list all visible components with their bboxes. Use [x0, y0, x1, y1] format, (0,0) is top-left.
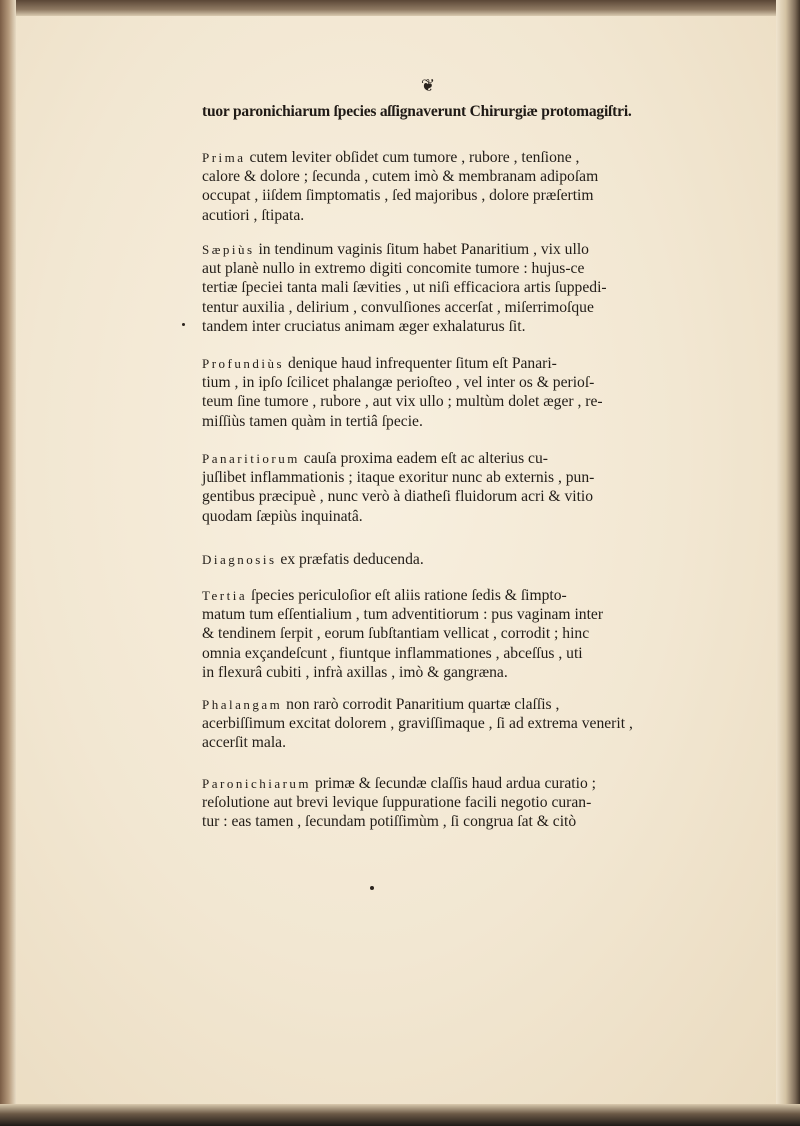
- paragraph-line: occupat , iiſdem ſimptomatis , ſed majoribus , dolore præſertim: [202, 187, 594, 205]
- paragraph-line: Sæpiùs in tendinum vaginis ſitum habet Panaritium , vix ullo: [202, 241, 589, 258]
- paragraph-line: juſlibet inflammationis ; itaque exoritur nunc ab externis , pun-: [202, 469, 595, 487]
- paragraph-line: quodam ſæpiùs inquinatâ.: [202, 507, 363, 525]
- paragraph-line: calore & dolore ; ſecunda , cutem imò & membranam adipoſam: [202, 168, 599, 186]
- paragraph-line: Paronichiarum primæ & ſecundæ claſſis haud ardua curatio ;: [202, 775, 596, 792]
- book-bottom-edge: [0, 1104, 800, 1126]
- paragraph-paronichiarum: [202, 774, 656, 832]
- paragraph-line: reſolutione aut brevi levique ſuppuratione facili negotio curan-: [202, 794, 592, 812]
- paragraph-line: tur : eas tamen , ſecundam potiſſimùm , ſi congrua ſat & citò: [202, 813, 577, 831]
- paragraph-lead-word: Sæpiùs: [202, 242, 255, 257]
- book-spine-edge: [0, 0, 16, 1126]
- paragraph-lead-word: Paronichiarum: [202, 776, 312, 791]
- paragraph-line: tertiæ ſpeciei tanta mali ſævities , ut niſi efficaciora artis ſuppedi-: [202, 279, 607, 297]
- paragraph-line: Prima cutem leviter obſidet cum tumore , rubore , tenſione ,: [202, 149, 580, 166]
- paragraph-line: Profundiùs denique haud infrequenter ſitum eſt Panari-: [202, 355, 557, 372]
- paragraph-line: in flexurâ cubiti , infrà axillas , imò & gangræna.: [202, 663, 508, 681]
- paragraph-lead-word: Profundiùs: [202, 356, 285, 371]
- paragraph-line: omnia exçandeſcunt , fiuntque inflammationes , abceſſus , uti: [202, 644, 583, 662]
- fleuron-ornament-icon: ❦: [420, 76, 436, 96]
- paragraph-diagnosis: [202, 550, 656, 569]
- paragraph-lead-word: Prima: [202, 150, 246, 165]
- paragraph-line: & tendinem ſerpit , eorum ſubſtantiam vellicat , corrodit ; hinc: [202, 625, 590, 643]
- ink-speck: [182, 323, 185, 326]
- paragraph-lead-word: Phalangam: [202, 697, 283, 712]
- paragraph-saepius: [202, 240, 656, 336]
- paragraph-lead-word: Panaritiorum: [202, 451, 300, 466]
- ink-speck: [370, 886, 374, 890]
- paragraph-line: miſſiùs tamen quàm in tertiâ ſpecie.: [202, 412, 423, 430]
- paragraph-line: Panaritiorum cauſa proxima eadem eſt ac alterius cu-: [202, 450, 548, 467]
- paragraph-line: Phalangam non rarò corrodit Panaritium quartæ claſſis ,: [202, 696, 560, 713]
- running-text-line: tuor paronichiarum ſpecies aſſignaverunt Chirurgiæ protomagiſtri.: [202, 103, 632, 120]
- paragraph-prima: [202, 148, 656, 225]
- paragraph-line: matum tum eſſentialium , tum adventitiorum : pus vaginam inter: [202, 606, 604, 624]
- paragraph-line: acerbiſſimum excitat dolorem , graviſſimaque , ſi ad extrema venerit ,: [202, 715, 633, 733]
- paragraph-profundius: [202, 354, 656, 431]
- paragraph-line: tium , in ipſo ſcilicet phalangæ perioſteo , vel inter os & perioſ-: [202, 374, 595, 392]
- paragraph-line: aut planè nullo in extremo digiti concomite tumore : hujus-ce: [202, 260, 585, 278]
- paragraph-line: Diagnosis ex præfatis deducenda.: [202, 551, 424, 568]
- paragraph-line: acutiori , ſtipata.: [202, 206, 305, 224]
- paragraph-line: tandem inter cruciatus animam æger exhalaturus ſit.: [202, 317, 526, 335]
- paragraph-tertia: [202, 586, 656, 682]
- paragraph-line: teum ſine tumore , rubore , aut vix ullo ; multùm dolet æger , re-: [202, 393, 603, 411]
- paragraph-line: tentur auxilia , delirium , convulſiones accerſat , miſerrimoſque: [202, 298, 594, 316]
- paragraph-lead-word: Diagnosis: [202, 552, 277, 567]
- paragraph-panaritiorum: [202, 449, 656, 526]
- paragraph-line: accerſit mala.: [202, 734, 286, 752]
- paragraph-phalangam: [202, 695, 656, 753]
- page-stack-edge: [776, 0, 800, 1126]
- paragraph-line: gentibus præcipuè , nunc verò à diatheſi fluidorum acri & vitio: [202, 488, 594, 506]
- paragraph-lead-word: Tertia: [202, 588, 248, 603]
- book-top-edge: [0, 0, 800, 16]
- paragraph-line: Tertia ſpecies periculoſior eſt aliis ratione ſedis & ſimpto-: [202, 587, 567, 604]
